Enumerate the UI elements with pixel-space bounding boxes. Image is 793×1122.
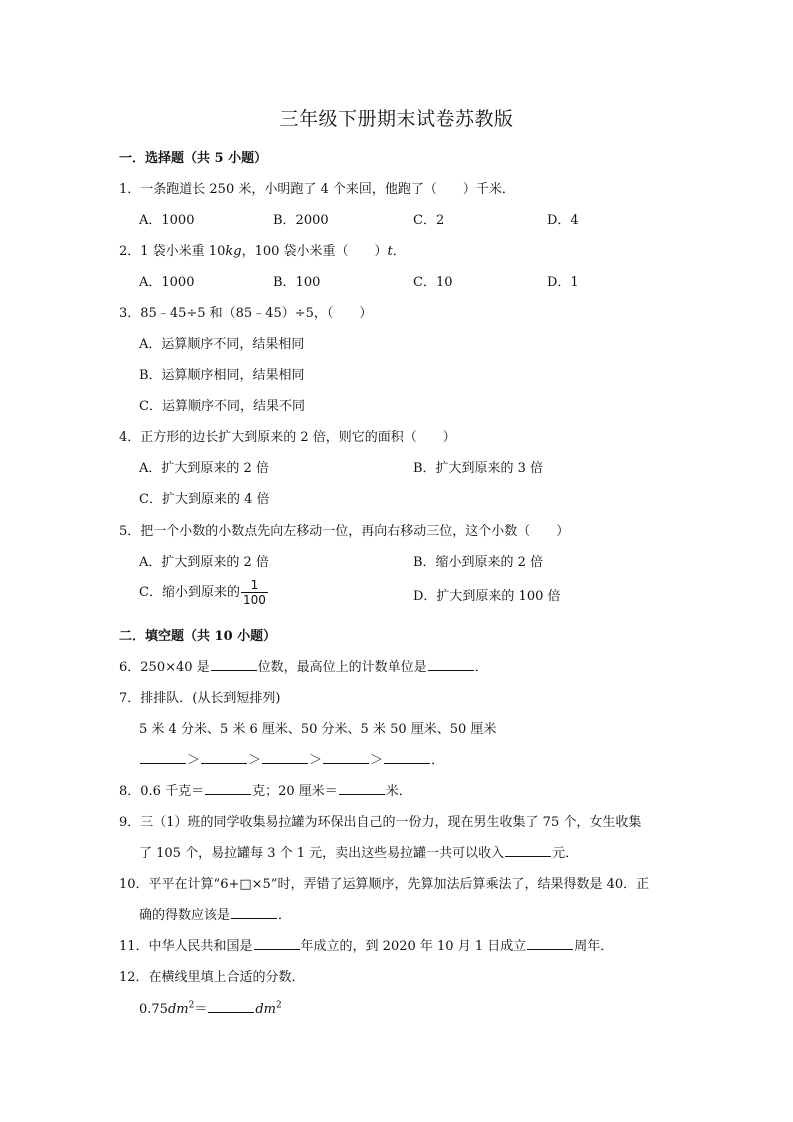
q5-option-c xyxy=(139,578,268,607)
q3-option-c: C．运算顺序不同，结果不同 xyxy=(139,399,305,414)
answer-blank[interactable] xyxy=(208,1000,254,1013)
q11-text-1: 11．中华人民共和国是 xyxy=(119,939,253,954)
question-6 xyxy=(119,656,488,675)
q2-option-a: A．1000 xyxy=(139,275,195,290)
q7-items: 5 米 4 分米、5 米 6 厘米、50 分米、5 米 50 厘米、50 厘米 xyxy=(139,722,497,737)
q12-value: 0.75 xyxy=(139,1002,168,1017)
q10-text-a: 确的得数应该是 xyxy=(139,908,231,923)
q5-option-c-text: C．缩小到原来的 xyxy=(139,585,240,600)
q1-option-b: B．2000 xyxy=(273,213,329,228)
greater-than: ＞ xyxy=(370,753,384,768)
answer-blank[interactable] xyxy=(262,751,308,764)
q8-text-2: 克；20 厘米＝ xyxy=(252,784,338,799)
q6-text-1: 6．250×40 是 xyxy=(119,660,210,675)
answer-blank[interactable] xyxy=(505,844,551,857)
q12-unit: dm xyxy=(167,1002,189,1017)
fraction-numerator: 1 xyxy=(241,578,268,593)
fraction-denominator: 100 xyxy=(242,593,266,607)
question-10-line-1: 10．平平在计算“6+□×5”时，弄错了运算顺序，先算加法后算乘法了，结果得数是 40．正 xyxy=(119,877,650,892)
answer-blank[interactable] xyxy=(428,658,474,671)
q9-text-b: 元． xyxy=(552,846,579,861)
q2-text-post: ． xyxy=(392,244,406,259)
question-3: 3．85﹣45÷5 和（85﹣45）÷5，（ ） xyxy=(119,306,373,321)
q2-text-mid: ，100 袋小米重（ ） xyxy=(241,244,388,259)
q5-option-b: B．缩小到原来的 2 倍 xyxy=(413,555,544,570)
answer-blank[interactable] xyxy=(527,937,573,950)
q12-exponent-right: 2 xyxy=(276,1000,282,1011)
question-5: 5．把一个小数的小数点先向左移动一位，再向右移动三位，这个小数（ ） xyxy=(119,524,570,539)
greater-than: ＞ xyxy=(248,753,262,768)
answer-blank[interactable] xyxy=(231,906,277,919)
section-choice-heading: 一．选择题（共 5 小题） xyxy=(119,151,268,166)
question-7: 7．排排队．(从长到短排列) xyxy=(119,691,281,706)
q3-option-b: B．运算顺序相同，结果相同 xyxy=(139,368,305,383)
q8-text-3: 米． xyxy=(385,784,412,799)
q3-option-a: A．运算顺序不同，结果相同 xyxy=(139,337,305,352)
answer-blank[interactable] xyxy=(140,751,186,764)
q2-option-b: B．100 xyxy=(273,275,321,290)
q12-exponent: 2 xyxy=(188,1000,195,1011)
equals-sign: ＝ xyxy=(194,1002,208,1017)
answer-blank[interactable] xyxy=(201,751,247,764)
q10-text-b: ． xyxy=(278,908,292,923)
question-11 xyxy=(119,935,613,954)
q2-unit-kg: kg xyxy=(225,244,242,259)
page-title: 三年级下册期末试卷苏教版 xyxy=(279,108,514,130)
question-2 xyxy=(119,240,406,259)
q4-option-b: B．扩大到原来的 3 倍 xyxy=(413,461,544,476)
answer-blank[interactable] xyxy=(339,782,385,795)
q6-text-2: 位数，最高位上的计数单位是 xyxy=(257,660,427,675)
q12-equation xyxy=(139,998,282,1017)
question-10-line-2 xyxy=(139,904,291,923)
answer-blank[interactable] xyxy=(254,937,300,950)
q1-option-d: D．4 xyxy=(547,213,579,228)
q2-option-d: D．1 xyxy=(547,275,579,290)
q1-option-c: C．2 xyxy=(413,213,445,228)
question-8 xyxy=(119,780,412,799)
answer-blank[interactable] xyxy=(323,751,369,764)
q5-option-d: D．扩大到原来的 100 倍 xyxy=(413,589,561,604)
q5-option-a: A．扩大到原来的 2 倍 xyxy=(139,555,269,570)
section-fill-heading: 二．填空题（共 10 小题） xyxy=(119,629,277,644)
q1-option-a: A．1000 xyxy=(139,213,195,228)
answer-blank[interactable] xyxy=(211,658,257,671)
fraction-one-hundredth xyxy=(241,578,268,607)
q9-text-a: 了 105 个，易拉罐每 3 个 1 元，卖出这些易拉罐一共可以收入 xyxy=(139,846,505,861)
q12-unit-right: dm xyxy=(255,1002,277,1017)
q2-unit-t: t xyxy=(387,244,393,259)
question-9-line-2 xyxy=(139,842,578,861)
q11-text-3: 周年． xyxy=(574,939,614,954)
q11-text-2: 年成立的，到 2020 年 10 月 1 日成立 xyxy=(300,939,527,954)
question-9-line-1: 9．三（1）班的同学收集易拉罐为环保出自己的一份力，现在男生收集了 75 个，女生收集 xyxy=(119,815,642,830)
q4-option-c: C．扩大到原来的 4 倍 xyxy=(139,492,270,507)
q2-option-c: C．10 xyxy=(413,275,453,290)
q2-text-pre: 2．1 袋小米重 10 xyxy=(119,244,226,259)
answer-blank[interactable] xyxy=(384,751,430,764)
question-4: 4．正方形的边长扩大到原来的 2 倍，则它的面积（ ） xyxy=(119,430,456,445)
q6-text-3: ． xyxy=(474,660,488,675)
answer-blank[interactable] xyxy=(205,782,251,795)
q4-option-a: A．扩大到原来的 2 倍 xyxy=(139,461,269,476)
question-1: 1．一条跑道长 250 米，小明跑了 4 个来回，他跑了（ ）千米． xyxy=(119,182,515,197)
question-12: 12．在横线里填上合适的分数． xyxy=(119,970,305,985)
q7-end: ． xyxy=(431,753,445,768)
q8-text-1: 8．0.6 千克＝ xyxy=(119,784,205,799)
q7-order-blanks xyxy=(139,749,444,768)
greater-than: ＞ xyxy=(187,753,201,768)
greater-than: ＞ xyxy=(309,753,323,768)
